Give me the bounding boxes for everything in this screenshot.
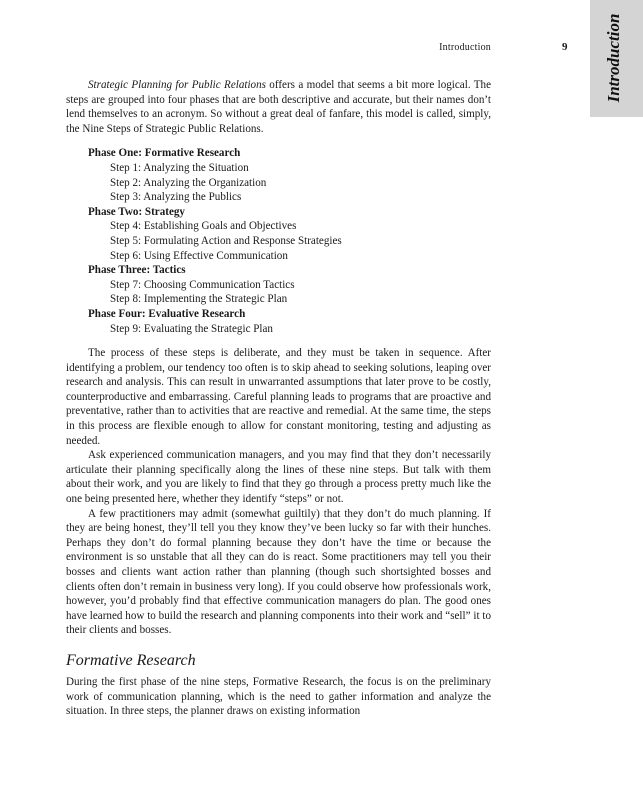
step-item: Step 3: Analyzing the Publics: [110, 191, 242, 204]
book-title: Strategic Planning for Public Relations: [88, 79, 266, 91]
step-item: Step 2: Analyzing the Organization: [110, 176, 267, 189]
step-item: Step 1: Analyzing the Situation: [110, 161, 249, 174]
body-paragraph: A few practitioners may admit (somewhat guiltily) that they don’t do much planning. If they are being honest, they’ll tell you they know they’ve been lucky so far with their hunches. Perhaps they don’t do formal planning because they don’t have the time or because the environment is so unstable that all they can do is react. Some practitioners may tell you their bosses and clients want action rather than planning (though such shortsighted bosses and clients often don’t remain in business very long). If you could observe how professionals work, however, you’d probably find that effective communication managers do plan. The good ones have learned how to build the research and planning components into their work and “sell” it to their clients and bosses.: [66, 507, 491, 637]
phase-title: Phase Four: Evaluative Research: [88, 307, 246, 320]
step-item: Step 7: Choosing Communication Tactics: [110, 278, 295, 291]
section-paragraph: During the first phase of the nine steps, Formative Research, the focus is on the preliminary work of communication planning, which is the need to gather information and analyze the situation. In three steps, the planner draws on existing information: [66, 675, 491, 718]
chapter-side-tab-label: Introduction: [604, 13, 623, 103]
phase-title: Phase Two: Strategy: [88, 205, 185, 218]
running-head: Introduction: [439, 42, 491, 53]
phase-title: Phase One: Formative Research: [88, 147, 241, 160]
step-item: Step 4: Establishing Goals and Objectives: [110, 220, 297, 233]
step-item: Step 8: Implementing the Strategic Plan: [110, 293, 288, 306]
page-body: [66, 78, 491, 719]
step-item: Step 5: Formulating Action and Response Strategies: [110, 234, 342, 247]
step-item: Step 9: Evaluating the Strategic Plan: [110, 322, 273, 335]
intro-paragraph: [66, 78, 491, 136]
body-paragraph: The process of these steps is deliberate, and they must be taken in sequence. After identifying a problem, our tendency too often is to skip ahead to seeking solutions, leaping over research and analysis. This can result in unwarranted assumptions that later prove to be costly, counterproductive and embarrassing. Careful planning leads to programs that are proactive and preventative, rather than to activities that are reactive and remedial. At the same time, the steps in this process are flexible enough to allow for constant monitoring, testing and adjusting as needed.: [66, 347, 491, 447]
phase-title: Phase Three: Tactics: [88, 264, 186, 277]
body-paragraph: Ask experienced communication managers, and you may find that they don’t necessarily articulate their planning specifically along the lines of these nine steps. But talk with them about their work, and you are likely to find that they go through a process pretty much like the one being presented here, whether they identify “steps” or not.: [66, 449, 491, 506]
page-number: 9: [562, 41, 568, 53]
step-item: Step 6: Using Effective Communication: [110, 249, 288, 262]
section-heading: Formative Research: [66, 651, 196, 669]
intro-paragraph-text: offers a model that seems a bit more logical. The steps are grouped into four phases that are both descriptive and accurate, but their names don’t lend themselves to an acronym. So without a great deal of fanfare, this model is called, simply, the Nine Steps of Strategic Public Relations.: [66, 79, 491, 135]
phase-list: [88, 146, 491, 336]
